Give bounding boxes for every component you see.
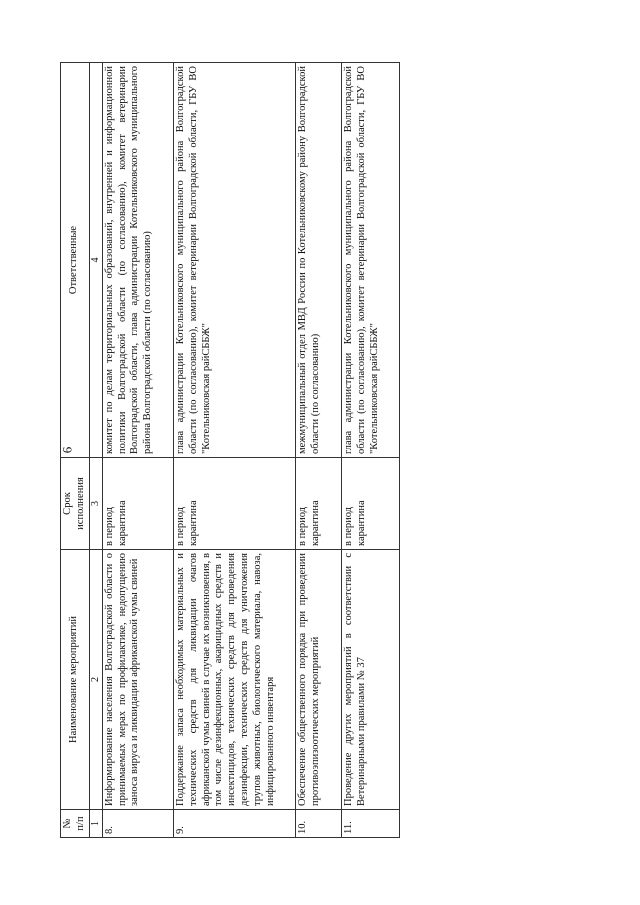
page-number: 6 [59, 446, 75, 454]
measures-table [60, 62, 400, 838]
header-responsible: Ответственные [61, 63, 90, 458]
column-index-row [89, 63, 102, 838]
row-responsible: комитет по делам территориальных образований, внутренней и информационной политики Волгоградской области (по согласованию), комитет ветеринарии Волгоградской области, глава администрации Котельниковского муниципального района Волгоградской области (по согласованию) [102, 63, 173, 458]
row-measure-name: Проведение других мероприятий в соответствии с Ветеринарными правилами № 37 [341, 550, 399, 810]
row-term: в период карантина [102, 458, 173, 550]
rotated-page-content [60, 63, 530, 838]
row-measure-name: Поддержание запаса необходимых материальных и технических средств для ликвидации очагов африканской чумы свиней в случае их возникновения, в том числе дезинфекционных, акарицидных средств и инсектицидов, технических средств для проведения дезинфекции, технических средств для уничтожения трупов животных, биологического материала, навоза, инфицированного инвентаря [173, 550, 295, 810]
header-number: № п/п [61, 810, 90, 838]
table-row [296, 63, 342, 838]
table-row [102, 63, 173, 838]
row-term: в период карантина [341, 458, 399, 550]
row-measure-name: Обеспечение общественного порядка при проведении противоэпизоотических мероприятий [296, 550, 342, 810]
table-header-row [61, 63, 90, 838]
header-name: Наименование мероприятий [61, 550, 90, 810]
table-row [341, 63, 399, 838]
row-responsible: межмуниципальный отдел МВД России по Котельниковскому району Волгоградской области (по согласованию) [296, 63, 342, 458]
row-number: 8. [102, 810, 173, 838]
row-responsible: глава администрации Котельниковского муниципального района Волгоградской области (по согласованию), комитет ветеринарии Волгоградской области, ГБУ ВО "Котельниковская райСББЖ" [341, 63, 399, 458]
column-index: 2 [89, 550, 102, 810]
row-term: в период карантина [296, 458, 342, 550]
row-responsible: глава администрации Котельниковского муниципального района Волгоградской области (по согласованию), комитет ветеринарии Волгоградской области, ГБУ ВО "Котельниковская райСББЖ" [173, 63, 295, 458]
row-number: 11. [341, 810, 399, 838]
header-term: Срок исполнения [61, 458, 90, 550]
column-index: 3 [89, 458, 102, 550]
row-term: в период карантина [173, 458, 295, 550]
table-row [173, 63, 295, 838]
column-index: 1 [89, 810, 102, 838]
column-index: 4 [89, 63, 102, 458]
row-measure-name: Информирование населения Волгоградской области о принимаемых мерах по профилактике, недопущению заноса вируса и ликвидации африканской чумы свиней [102, 550, 173, 810]
row-number: 10. [296, 810, 342, 838]
row-number: 9. [173, 810, 295, 838]
